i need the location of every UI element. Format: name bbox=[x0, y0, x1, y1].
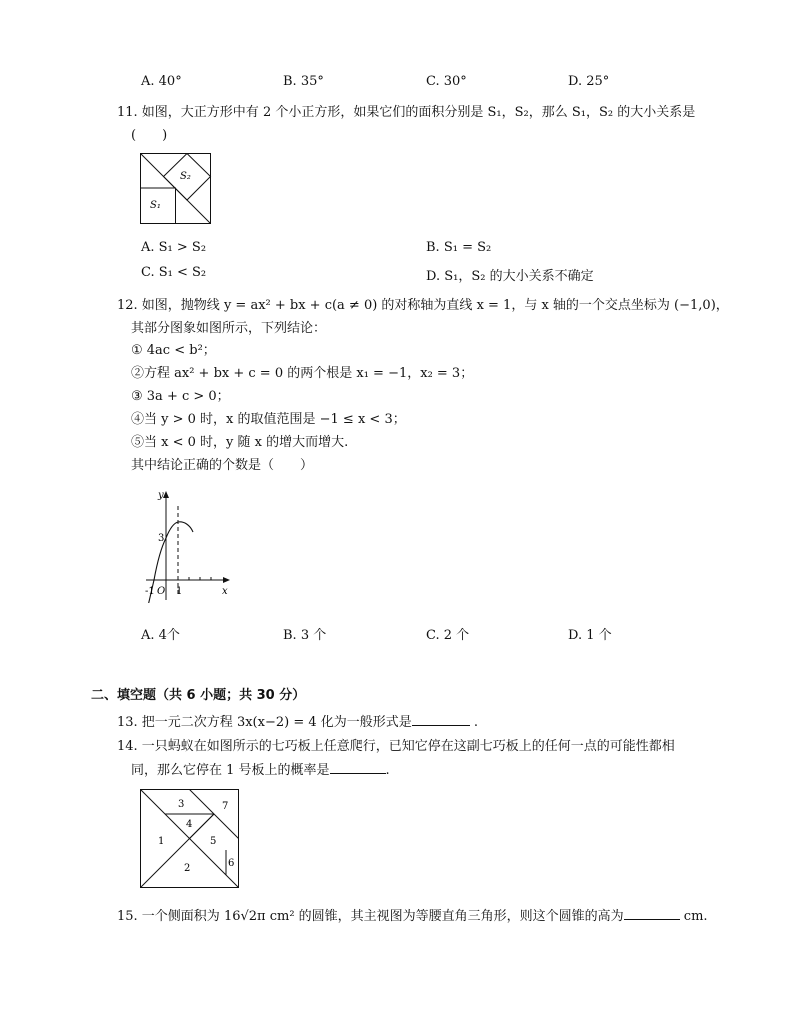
q12-parabola-graph bbox=[140, 488, 235, 603]
q12-option-d: D. 1 个 bbox=[568, 628, 612, 643]
q12-label-3: 3 bbox=[158, 533, 165, 544]
q14-label-4: 4 bbox=[186, 819, 193, 830]
q14-label-6: 6 bbox=[228, 858, 235, 869]
q11-text-line2: ( ) bbox=[131, 128, 168, 143]
q11-text-line1: 11. 如图，大正方形中有 2 个小正方形，如果它们的面积分别是 S₁，S₂，那么 S₁，S₂ 的大小关系是 bbox=[117, 105, 696, 120]
q14-label-3: 3 bbox=[178, 799, 185, 810]
q12-question: 其中结论正确的个数是（ ） bbox=[131, 458, 314, 473]
q12-text-line1: 12. 如图，抛物线 y = ax² + bx + c(a ≠ 0) 的对称轴为直线 x = 1，与 x 轴的一个交点坐标为 (−1,0)， bbox=[117, 298, 729, 313]
q15 bbox=[117, 905, 708, 924]
q12-option-a: A. 4个 bbox=[141, 628, 180, 643]
q10-option-c: C. 30° bbox=[426, 74, 467, 89]
q11-option-d: D. S₁，S₂ 的大小关系不确定 bbox=[426, 269, 594, 284]
q14-label-2: 2 bbox=[184, 863, 191, 874]
q10-option-a: A. 40° bbox=[141, 74, 182, 89]
q14-label-1: 1 bbox=[158, 836, 165, 847]
q11-figure bbox=[140, 153, 212, 225]
q12-label-neg1: -1 bbox=[145, 586, 155, 597]
q12-item-3: ③ 3a + c > 0； bbox=[131, 389, 230, 404]
q11-option-b: B. S₁ = S₂ bbox=[426, 240, 492, 255]
q10-option-d: D. 25° bbox=[568, 74, 610, 89]
q14-text-line2 bbox=[131, 759, 390, 778]
q12-y-axis-arrow bbox=[163, 491, 169, 498]
q14-answer-blank[interactable] bbox=[330, 761, 386, 774]
q14-line2-text: 同，那么它停在 1 号板上的概率是 bbox=[131, 763, 330, 778]
q11-fig-label-s1: S₁ bbox=[150, 200, 161, 211]
q13-suffix: . bbox=[469, 715, 479, 730]
q12-item-1: ① 4ac < b²； bbox=[131, 343, 216, 358]
q14-text-line1: 14. 一只蚂蚁在如图所示的七巧板上任意爬行，已知它停在这副七巧板上的任何一点的可能性都相 bbox=[117, 739, 675, 754]
q12-label-y: y bbox=[158, 490, 164, 501]
q15-answer-blank[interactable] bbox=[624, 907, 680, 920]
q11-fig-label-s2: S₂ bbox=[180, 171, 191, 182]
q12-item-2: ②方程 ax² + bx + c = 0 的两个根是 x₁ = −1，x₂ = 3； bbox=[131, 366, 474, 381]
q13-answer-blank[interactable] bbox=[412, 713, 470, 726]
q11-option-c: C. S₁ < S₂ bbox=[141, 265, 207, 280]
q12-x-axis-arrow bbox=[223, 577, 230, 583]
q10-option-b: B. 35° bbox=[283, 74, 324, 89]
q15-prefix: 15. 一个侧面积为 16√2π cm² 的圆锥，其主视图为等腰直角三角形，则这个圆锥的高为 bbox=[117, 909, 624, 924]
q12-item-4: ④当 y > 0 时，x 的取值范围是 −1 ≤ x < 3； bbox=[131, 412, 406, 427]
q12-label-origin: O bbox=[157, 586, 166, 597]
q13 bbox=[117, 711, 478, 730]
q14-line2-suffix: . bbox=[385, 763, 390, 778]
q15-suffix: cm. bbox=[679, 909, 708, 924]
q12-option-c: C. 2 个 bbox=[426, 628, 470, 643]
q14-tangram-figure bbox=[140, 789, 242, 889]
q11-option-a: A. S₁ > S₂ bbox=[141, 240, 207, 255]
q12-text-line2: 其部分图象如图所示，下列结论： bbox=[131, 321, 327, 336]
section-2-title: 二、填空题（共 6 小题；共 30 分） bbox=[91, 688, 306, 703]
q12-label-1: 1 bbox=[176, 586, 183, 597]
q12-item-5: ⑤当 x < 0 时，y 随 x 的增大而增大. bbox=[131, 435, 349, 450]
q13-prefix: 13. 把一元二次方程 3x(x−2) = 4 化为一般形式是 bbox=[117, 715, 412, 730]
q14-label-5: 5 bbox=[210, 836, 217, 847]
q12-parabola bbox=[148, 522, 193, 603]
q14-label-7: 7 bbox=[222, 801, 229, 812]
q12-option-b: B. 3 个 bbox=[283, 628, 327, 643]
q12-label-x: x bbox=[222, 586, 228, 597]
